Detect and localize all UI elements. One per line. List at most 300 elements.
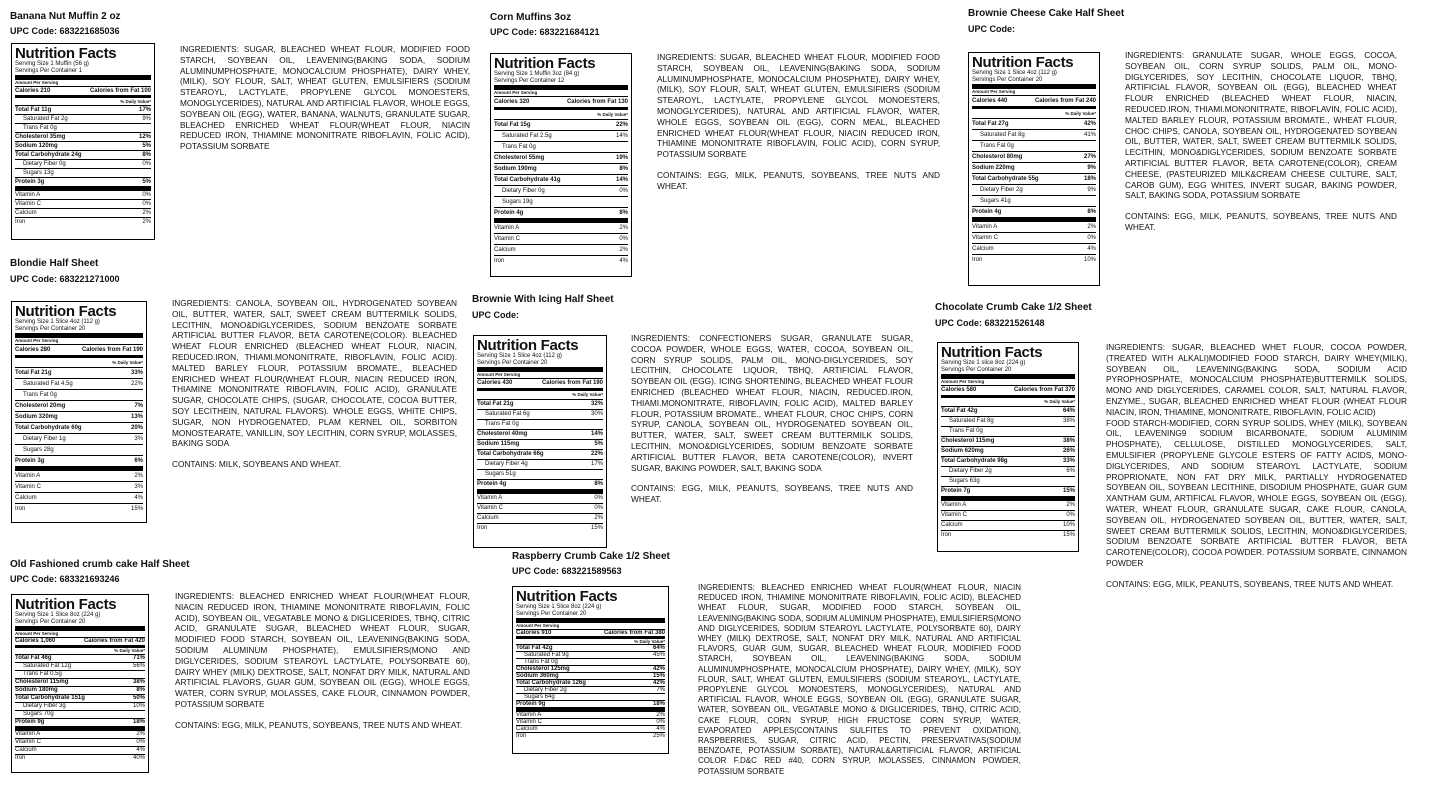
- nutrient-dv: 14%: [615, 133, 628, 139]
- calories-from-fat: Calories from Fat 190: [81, 347, 143, 353]
- nutrient-name: Total Fat 42g: [941, 408, 978, 414]
- nutrient-row: [494, 196, 628, 207]
- nutrient-name: Protein 7g: [941, 488, 971, 494]
- daily-value-label: % Daily Value*: [114, 648, 145, 653]
- nutrient-row: [494, 207, 628, 218]
- nutrient-name: Total Carbohydrate 98g: [941, 458, 1008, 464]
- upc-code: UPC Code:: [968, 24, 1015, 34]
- nutrient-name: Trans Fat 0g: [23, 392, 57, 398]
- nutrient-name: Vitamin A: [494, 225, 520, 231]
- nutrient-dv: 8%: [136, 687, 145, 693]
- nutrient-row: [15, 208, 151, 217]
- nutrient-row: [516, 686, 665, 693]
- nutrition-facts-panel: [490, 53, 632, 277]
- nutrient-name: Cholesterol 40mg: [477, 431, 528, 437]
- nutrient-name: Vitamin C: [494, 236, 520, 242]
- calories-row: [941, 385, 1075, 395]
- nutrient-row: [15, 738, 145, 746]
- nutrient-name: Total Fat 27g: [972, 121, 1009, 127]
- nutrient-name: Iron: [15, 755, 26, 761]
- amount-label: Amount Per Serving: [15, 80, 59, 85]
- calories-row: [494, 96, 628, 107]
- nutrient-name: Sodium 360mg: [516, 673, 559, 679]
- nutrient-name: Total Carbohydrate 24g: [15, 152, 82, 158]
- upc-code: UPC Code:: [472, 310, 519, 320]
- serving-size: Serving Size 1 slice 8oz (224 g): [941, 360, 1026, 366]
- nutrient-name: Total Fat 11g: [15, 107, 52, 113]
- nutrient-name: Protein 4g: [494, 210, 524, 216]
- nutrient-dv: 22%: [615, 122, 628, 128]
- nutrient-name: Dietary Fiber 4g: [485, 461, 528, 467]
- nutrition-facts-heading: Nutrition Facts: [972, 54, 1074, 71]
- nutrition-facts-panel: [11, 43, 155, 240]
- nutrient-row: [15, 141, 151, 150]
- nutrient-name: Calcium: [516, 726, 538, 732]
- nutrient-row: [477, 503, 603, 513]
- nutrient-dv: 40%: [132, 755, 145, 761]
- nutrient-name: Iron: [972, 257, 983, 263]
- ingredients-text: [1106, 342, 1407, 600]
- upc-code: UPC Code: 683321693246: [10, 574, 120, 584]
- nutrient-name: Total Fat 21g: [15, 370, 52, 376]
- nutrient-row: [494, 163, 628, 174]
- servings-per-container: Servings Per Container 20: [941, 367, 1012, 373]
- nutrient-dv: 18%: [652, 701, 665, 707]
- amount-per-serving: [941, 374, 1075, 385]
- nutrient-name: Total Fat 42g: [516, 645, 553, 651]
- serving-size: Serving Size 1 Slice 4oz (112 g): [15, 319, 100, 325]
- nutrient-name: Vitamin A: [15, 731, 41, 737]
- daily-value-header: [15, 95, 151, 105]
- nutrient-row: [15, 123, 151, 132]
- nutrient-dv: 9%: [1087, 187, 1096, 193]
- nutrient-name: Cholesterol 35mg: [15, 134, 66, 140]
- nutrient-row: [516, 665, 665, 672]
- nutrient-row: [477, 479, 603, 489]
- nutrient-name: Sodium 190mg: [494, 166, 537, 172]
- nutrient-row: [15, 389, 143, 400]
- nutrition-facts-heading: Nutrition Facts: [15, 45, 117, 62]
- nutrient-row: [15, 105, 151, 114]
- upc-code: UPC Code: 683221589563: [512, 566, 622, 576]
- nutrient-dv: 14%: [615, 177, 628, 183]
- nutrient-row: [15, 217, 151, 226]
- nutrient-name: Total Carbohydrate 41g: [494, 177, 561, 183]
- nutrient-dv: 14%: [590, 431, 603, 437]
- nutrient-row: [477, 429, 603, 439]
- nutrient-name: Trans Fat 0g: [980, 143, 1014, 149]
- amount-label: Amount Per Serving: [941, 379, 985, 384]
- servings-per-container: Servings Per Container 12: [494, 78, 565, 84]
- nutrient-name: Saturated Fat 2.5g: [502, 133, 552, 139]
- nutrient-name: Sodium 120mg: [15, 143, 58, 149]
- nutrition-facts-panel: [11, 301, 147, 523]
- nutrient-dv: 25%: [652, 733, 665, 739]
- daily-value-header: [477, 388, 603, 399]
- nutrient-name: Vitamin C: [15, 484, 41, 490]
- product-title: Banana Nut Muffin 2 oz: [10, 11, 121, 22]
- nutrient-row: [494, 130, 628, 141]
- serving-size: Serving Size 1 Slice 8oz (224 g): [516, 604, 602, 610]
- nutrient-name: Vitamin A: [477, 495, 503, 501]
- nutrient-dv: 6%: [1066, 468, 1075, 474]
- nutrient-dv: 38%: [1062, 438, 1075, 444]
- nutrient-row: [941, 486, 1075, 496]
- calories-from-fat: Calories from Fat 380: [603, 630, 665, 636]
- nutrient-dv: 18%: [132, 719, 145, 725]
- nutrient-dv: 2%: [1087, 224, 1096, 230]
- calories: Calories 910: [516, 630, 552, 636]
- nutrient-row: [494, 244, 628, 255]
- nutrient-row: [15, 132, 151, 141]
- nutrient-dv: 64%: [652, 645, 665, 651]
- nutrition-facts-panel: [473, 335, 607, 548]
- nutrient-row: [941, 436, 1075, 446]
- amount-label: Amount Per Serving: [516, 623, 560, 628]
- nutrient-name: Saturated Fat 8g: [949, 418, 994, 424]
- nutrient-row: [15, 444, 143, 455]
- nutrient-name: Calcium: [941, 522, 963, 528]
- contains-allergens: CONTAINS: MILK, SOYBEANS AND WHEAT.: [172, 459, 341, 470]
- nutrient-row: [15, 150, 151, 159]
- nutrient-dv: 64%: [1062, 408, 1075, 414]
- nutrient-dv: 33%: [1062, 458, 1075, 464]
- nutrient-name: Cholesterol 125mg: [516, 666, 570, 672]
- nutrient-dv: 6%: [134, 458, 143, 464]
- nutrient-dv: 8%: [594, 481, 603, 487]
- nutrient-dv: 15%: [130, 506, 143, 512]
- calories-from-fat: Calories from Fat 130: [566, 99, 628, 105]
- contains-allergens: CONTAINS: EGG, MILK, PEANUTS, SOYBEANS, TREE NUTS AND WHEAT.: [175, 719, 463, 730]
- nutrient-name: Trans Fat 0g: [485, 421, 519, 427]
- nutrient-dv: 2%: [134, 473, 143, 479]
- product-title: Old Fashioned crumb cake Half Sheet: [10, 559, 190, 570]
- nutrient-row: [516, 700, 665, 707]
- servings-per-container: Servings Per Container 20: [972, 77, 1043, 83]
- product-title: Corn Muffins 3oz: [490, 12, 572, 23]
- nutrient-row: [494, 152, 628, 163]
- nutrient-dv: 26%: [1062, 448, 1075, 454]
- nutrient-dv: 2%: [656, 712, 665, 718]
- nutrient-name: Cholesterol 55mg: [494, 155, 545, 161]
- nutrient-name: Sugars 13g: [23, 170, 54, 176]
- nutrient-dv: 3%: [134, 436, 143, 442]
- nutrition-facts-heading: Nutrition Facts: [516, 588, 618, 605]
- calories: Calories 320: [494, 99, 530, 105]
- nutrient-row: [972, 217, 1096, 232]
- nutrient-row: [516, 672, 665, 679]
- nutrient-dv: 0%: [619, 188, 628, 194]
- amount-per-serving: [494, 85, 628, 96]
- nutrition-facts-heading: Nutrition Facts: [15, 596, 117, 613]
- nutrient-name: Protein 9g: [516, 701, 546, 707]
- nutrient-name: Dietary Fiber 0g: [502, 188, 545, 194]
- product-title: Brownie With Icing Half Sheet: [472, 294, 614, 305]
- nutrient-name: Sodium 115mg: [477, 441, 520, 447]
- nutrient-dv: 15%: [1062, 488, 1075, 494]
- nutrient-row: [477, 469, 603, 479]
- nutrient-row: [972, 184, 1096, 195]
- nutrient-dv: 42%: [1083, 121, 1096, 127]
- nutrient-dv: 8%: [619, 166, 628, 172]
- nutrient-row: [15, 378, 143, 389]
- nutrient-dv: 8%: [1087, 209, 1096, 215]
- nutrient-name: Total Carbohydrate 66g: [477, 451, 544, 457]
- nutrient-dv: 50%: [132, 695, 145, 701]
- nutrient-name: Calcium: [494, 247, 516, 253]
- nutrient-name: Iron: [15, 219, 26, 225]
- calories: Calories 580: [941, 387, 977, 393]
- nutrient-row: [15, 481, 143, 492]
- daily-value-label: % Daily Value*: [112, 360, 143, 365]
- ingredients: INGREDIENTS: CANOLA, SOYBEAN OIL, HYDROGENATED SOYBEAN OIL, BUTTER, WATER, SALT, SWEET CREAM BUTTERMILK SOLIDS, LECITHIN, MONO&DIGLYCERIDES, SODIUM BENZOATE SORBATE ARTIFICIAL BUTTER FLAVOR, BETA CAROTENE(COLOR). BLEACHED WHEAT FLOUR ENRICHED (BLEACHED WHEAT FLOUR, NIACIN, REDUCED.IRON, THIAMI.MONONITRATE, RIBOFLAVIN, FOLIC ACID). MALTED BARLEY FLOUR, POTASSIUM BROMATE., BLEACHED ENRICHED WHEAT FLOUR(WHEAT FLOUR, NIACIN REDUCED IRON, THIAMINE MONONITRATE RIBOFLAVIN, FOLIC ACID), GRANULATE SUGAR, CHOCOLATE CHIPS, (SUGAR, CHOCOLATE, COCOA BUTTER, SOY LECITHEIN, NATURAL FLAVORS). WHOLE EGGS, WHITE CHIPS, SUGAR, NON HYDROGENATED, PLAM KERNEL OIL, SORBITON MONOSTEARATE, VANILLIN, SOY LECITHIN, CORN SYRUP, MOLASSES, BAKING SODA: [172, 298, 457, 449]
- nutrient-row: [941, 466, 1075, 476]
- daily-value-header: [972, 106, 1096, 118]
- nutrient-dv: 22%: [590, 451, 603, 457]
- nutrient-row: [15, 186, 151, 199]
- nutrient-row: [516, 718, 665, 725]
- ingredients: INGREDIENTS: BLEACHED ENRICHED WHEAT FLOUR(WHEAT FLOUR, NIACIN REDUCED IRON, THIAMINE MONONITRATE RIBOFLAVIN, FOLIC ACID), SOYBEAN OIL, VEGATABLE MONO & DIGLICERIDES, TBHQ, CITRIC ACID, GRANULATE SUGAR, BLEACHED WHEAT FLOUR, SUGAR, MODIFIED FOOD STARCH, SOYBEAN OIL, LEAVENING(BAKING SODA, SODIUM ALUMINUM PHOSPHATE), EMULSIFIERS(MONO AND DIGLYCERIDES, SODIUM STEAROYL LACTYLATE, POLYSORBATE 60), DAIRY WHEY (MILK) DEXTROSE, SALT, NONFAT DRY MILK, NATURAL AND ARTIFICIAL FLAVORS, GUAR GUM, SOYBEAN OIL (EGG), WHOLE EGGS, WATER, CORN SYRUP, MOLASSES, CAKE FLOUR, CINNAMON POWDER, POTASSIUM SORBATE: [175, 591, 470, 709]
- nutrient-row: [972, 173, 1096, 184]
- nutrient-dv: 18%: [1083, 176, 1096, 182]
- ingredients: INGREDIENTS: SUGAR, BLEACHED WHEAT FLOUR, MODIFIED FOOD STARCH, SOYBEAN OIL, LEAVENING(BAKING SODA, SODIUM ALUMINUMPHOSPHATE, MONOCALCIUM PHOSPHATE), DAIRY WHEY, (MILK), SOY FLOUR, SALT, WHEAT GLUTEN, EMULSIFIERS (SODIUM STEAROYL, LACTYLATE, PROPYLENE GLYCOL MONOESTERS, MONOGLYCERIDES), NATURAL AND ARTIFICIAL FLAVOR, WHOLE EGGS, SOYBEAN OIL (EGG), WATER, BANANA, WALNUTS, GRANULATE SUGAR, BLEACHED ENRICHED WHEAT FLOUR(WHEAT FLOUR, NIACIN REDUCED IRON, THIAMINE MONONITRATE RIBOFLAVIN, FOLIC ACID), POTASSIUM SORBATE: [180, 44, 470, 152]
- servings-per-container: Servings Per Container 20: [477, 360, 548, 366]
- contains-allergens: CONTAINS: EGG, MILK, PEANUTS, SOYBEANS, TREE NUTS AND WHEAT.: [1125, 211, 1397, 232]
- nutrient-name: Protein 9g: [15, 719, 45, 725]
- serving-size: Serving Size 1 Slice 4oz (112 g): [972, 70, 1057, 76]
- calories-from-fat: Calories from Fat 100: [89, 88, 151, 94]
- nutrient-name: Total Carbohydrate 151g: [15, 695, 85, 701]
- calories-from-fat: Calories from Fat 190: [541, 380, 603, 386]
- nutrient-dv: 0%: [1087, 235, 1096, 241]
- nutrient-name: Sugars 41g: [980, 198, 1011, 204]
- nutrient-name: Saturated Fat 6g: [485, 411, 530, 417]
- contains-allergens: CONTAINS: EGG, MILK, PEANUTS, SOYBEANS, TREE NUTS AND WHEAT.: [657, 169, 940, 191]
- servings-per-container: Servings Per Container 20: [15, 326, 86, 332]
- amount-per-serving: [15, 626, 145, 637]
- nutrient-name: Sugars 19g: [502, 199, 533, 205]
- nutrient-dv: 0%: [136, 739, 145, 745]
- calories: Calories 440: [972, 98, 1008, 104]
- nutrient-name: Saturated Fat 12g: [23, 663, 72, 669]
- amount-label: Amount Per Serving: [494, 90, 538, 95]
- nutrient-name: Iron: [15, 506, 26, 512]
- nutrient-dv: 41%: [1083, 132, 1096, 138]
- nutrition-facts-heading: Nutrition Facts: [941, 344, 1043, 361]
- serving-size: Serving Size 1 Muffin 3oz (84 g): [494, 71, 580, 77]
- amount-per-serving: [516, 618, 665, 629]
- nutrient-dv: 4%: [1087, 246, 1096, 252]
- nutrient-name: Vitamin A: [15, 473, 41, 479]
- nutrient-dv: 0%: [1066, 512, 1075, 518]
- nutrient-dv: 15%: [1062, 532, 1075, 538]
- nutrient-row: [15, 177, 151, 186]
- nutrient-dv: 0%: [142, 201, 151, 207]
- nutrient-dv: 4%: [134, 495, 143, 501]
- nutrient-row: [972, 118, 1096, 129]
- nutrient-row: [15, 670, 145, 678]
- nutrient-name: Iron: [494, 258, 505, 264]
- nutrient-row: [15, 466, 143, 481]
- ingredients-text: [698, 583, 1021, 787]
- amount-per-serving: [477, 367, 603, 378]
- nutrient-name: Protein 4g: [972, 209, 1002, 215]
- contains-allergens: CONTAINS: EGG, MILK, PEANUTS, SOYBEANS, TREE NUTS AND WHEAT.: [631, 483, 913, 505]
- daily-value-label: % Daily Value*: [120, 99, 151, 104]
- serving-size: Serving Size 1 Muffin (56 g): [15, 61, 89, 67]
- calories: Calories 210: [15, 88, 51, 94]
- nutrient-dv: 2%: [136, 731, 145, 737]
- nutrient-dv: 0%: [142, 161, 151, 167]
- upc-code: UPC Code: 683221271000: [10, 274, 120, 284]
- ingredients: INGREDIENTS: SUGAR, BLEACHED WHET FLOUR, COCOA POWDER, (TREATED WITH ALKALI)MODIFIED FOOD STARCH, DAIRY WHEY(MILK), SOYBEAN OIL, LEAVENING(BAKING SODA, SODIUM ACID PYROPHOSPHATE, MONOCALCIUM PHOSPHATE)BUTTERMILK SOLIDS, MONO AND DIGLYCERIDES, CARAMEL COLOR, SALT, NATURAL FLAVOR, ENZYME., SUGAR, BLEACHED ENRICHED WHEAT FLOUR (WHEAT FLOUR NIACIN, IRON, THIAMINE, MONONITRATE, RIBOFLAVIN, FOLIC ACID): [1106, 342, 1407, 417]
- nutrient-name: Cholesterol 80mg: [972, 154, 1023, 160]
- ingredients-text: [180, 44, 470, 162]
- calories-row: [972, 95, 1096, 106]
- calories-from-fat: Calories from Fat 370: [1013, 387, 1075, 393]
- daily-value-header: [941, 395, 1075, 406]
- nutrient-name: Trans Fat 0g: [949, 428, 983, 434]
- nutrient-dv: 3%: [134, 484, 143, 490]
- nutrient-dv: 8%: [619, 210, 628, 216]
- ingredients: INGREDIENTS: SUGAR, BLEACHED WHEAT FLOUR, MODIFIED FOOD STARCH, SOYBEAN OIL, LEAVENING(BAKING SODA, SODIUM ALUMINUMPHOSPHATE, MONOCALCIUM PHOSPHATE), DAIRY WHEY, (MILK), SOY FLOUR, SALT, WHEAT GLUTEN, EMULSIFIERS (SODIUM STEAROYL, LACTYLATE, PROPYLENE GLYCOL MONOESTERS, MONOGLYCERIDES), NATURAL AND ARTIFICIAL FLAVOR, WATER, WHOLE EGGS, SOYBEAN OIL (EGG), CORN MEAL, BLEACHED ENRICHED WHEAT FLOUR(WHEAT FLOUR, NIACIN REDUCED IRON, THIAMINE MONONITRATE RIBOFLAVIN, FOLIC ACID), CORN SYRUP, POTASSIUM SORBATE: [657, 52, 940, 160]
- nutrient-row: [941, 510, 1075, 520]
- calories: Calories 1,060: [15, 638, 56, 644]
- nutrient-dv: 17%: [138, 107, 151, 113]
- daily-value-label: % Daily Value*: [597, 112, 628, 117]
- nutrient-row: [941, 446, 1075, 456]
- nutrient-name: Saturated Fat 4.5g: [23, 381, 73, 387]
- nutrient-name: Saturated Fat 8g: [980, 132, 1025, 138]
- nutrient-name: Saturated Fat 2g: [23, 116, 68, 122]
- nutrient-name: Calcium: [15, 210, 37, 216]
- nutrient-name: Protein 3g: [15, 179, 45, 185]
- nutrient-row: [941, 456, 1075, 466]
- nutrient-dv: 0%: [594, 495, 603, 501]
- nutrient-name: Sodium 620mg: [941, 448, 984, 454]
- nutrient-name: Dietary Fiber 0g: [23, 161, 66, 167]
- calories-row: [15, 637, 145, 645]
- nutrient-row: [972, 129, 1096, 140]
- calories-row: [15, 344, 143, 355]
- nutrient-name: Vitamin C: [516, 719, 542, 725]
- nutrient-name: Dietary Fiber 1g: [23, 436, 66, 442]
- nutrient-name: Total Fat 15g: [494, 122, 531, 128]
- nutrient-dv: 15%: [590, 525, 603, 531]
- nutrient-dv: 9%: [1087, 165, 1096, 171]
- nutrient-dv: 19%: [615, 155, 628, 161]
- nutrient-row: [494, 218, 628, 233]
- amount-label: Amount Per Serving: [477, 372, 521, 377]
- nutrient-dv: 9%: [142, 116, 151, 122]
- servings-per-container: Servings Per Container 20: [516, 611, 587, 617]
- nutrient-name: Dietary Fiber 2g: [949, 468, 992, 474]
- nutrient-row: [15, 678, 145, 686]
- nutrient-name: Iron: [516, 733, 527, 739]
- nutrient-row: [477, 399, 603, 409]
- ingredients-continued: FOOD STARCH-MODIFIED, CORN SYRUP SOLIDS, WHEY (MILK), SOYBEAN OIL, LEAVENING9 SODIUM BICARBONATE, SODIUM ALUMINIM PHOSPHATE), CELLULOSE, DISTILLED MONOGLYCERIDES, SALT, EMULSIFIER (PROPYLENE GLYCOLE ESTERS OF FATTY ACIDS, MONO-DIGLYCERIDES, AND SODIUM STEAROYL LACTYLATE, SODIUM PROPRIONATE, NON FAT DRY MILK, PARTIALLY HYDROGENATED SOYBEAN OIL, SOYBEAN LECITHINE, DISODIUM PHOSPHATE, GUAR GUM XANTHAM GUM, ARTIFICAL FLAVOR, WHOLE EGGS, SOYBEAN OIL (EGG), WATER, WHEAT FLOUR, GRANULATE SUGAR, CAKE FLOUR, CANOLA, SOYBEAN OIL, HYDROGENATED SOYBEAN OIL, BUTTER, WATER, SALT, SWEET CREAM BUTTERMILK SOLIDS, LECITHIN, MONO&DIGLYCERIDES, SODIUM BENZOATE SORBATE ARTIFICIAL BUTTER FLAVOR, BETA CAROTENE(COLOR), COCOA POWDER. POTASSIUM SORBATE, CINNAMON POWDER: [1106, 417, 1407, 568]
- nutrient-name: Cholesterol 20mg: [15, 403, 66, 409]
- product-title: Chocolate Crumb Cake 1/2 Sheet: [935, 302, 1092, 313]
- nutrient-name: Sodium 220mg: [972, 165, 1015, 171]
- nutrient-row: [15, 492, 143, 503]
- upc-code: UPC Code: 683221526148: [935, 318, 1045, 328]
- nutrient-row: [15, 411, 143, 422]
- nutrient-row: [15, 654, 145, 662]
- ingredients-text: [631, 333, 913, 515]
- nutrient-row: [477, 419, 603, 429]
- nutrient-dv: 2%: [142, 210, 151, 216]
- nutrient-name: Calcium: [15, 495, 37, 501]
- nutrient-name: Total Fat 46g: [15, 655, 52, 661]
- nutrition-facts-panel: [11, 594, 149, 773]
- nutrient-row: [941, 520, 1075, 530]
- nutrient-row: [15, 503, 143, 514]
- nutrient-name: Total Fat 21g: [477, 401, 514, 407]
- calories-from-fat: Calories from Fat 240: [1034, 98, 1096, 104]
- nutrient-dv: 4%: [136, 747, 145, 753]
- nutrient-dv: 13%: [130, 414, 143, 420]
- nutrient-dv: 7%: [134, 403, 143, 409]
- nutrient-dv: 4%: [619, 258, 628, 264]
- nutrient-row: [516, 693, 665, 700]
- nutrient-name: Dietary Fiber 2g: [524, 687, 567, 693]
- nutrient-dv: 8%: [142, 152, 151, 158]
- nutrient-name: Vitamin A: [516, 712, 542, 718]
- nutrition-facts-panel: [968, 52, 1100, 286]
- nutrient-row: [494, 119, 628, 130]
- nutrient-name: Trans Fat 0.5g: [23, 671, 62, 677]
- nutrient-row: [972, 162, 1096, 173]
- ingredients: INGREDIENTS: CONFECTIONERS SUGAR, GRANULATE SUGAR, COCOA POWDER, WHOLE EGGS, WATER, COCOA, SOYBEAN OIL, CORN SYRUP SOLIDS, PALM OIL, MONO-DIGLYCERIDES, SOY LECITHIN, CHOCOLATE LIQUOR, TBHQ, ARTIFICIAL FLAVOR, SOYBEAN OIL (EGG). ICING SHORTENING, BLEACHED WHEAT FLOUR ENRICHED (BLEACHED WHEAT FLOUR, NIACIN, REDUCED.IRON, THIAMI.MONONITRATE, RIBOFLAVIN, FOLIC ACID), MALTED BARLEY FLOUR, POTASSIUM BROMATE., WHEAT FLOUR, CHOC CHIPS, CORN SYRUP, CANOLA, SOYBEAN OIL, HYDROGENATED SOYBEAN OIL, BUTTER, WATER, SALT, SWEET CREAM BUTTERMILK SOLIDS, LECITHIN, MONO&DIGLYCERIDES, SODIUM BENZOATE SORBATE ARTIFICIAL BUTTER FLAVOR, BETA CAROTENE(COLOR), INVERT SUGAR, BAKING POWDER, SALT, BAKING SODA: [631, 333, 913, 473]
- ingredients: INGREDIENTS: BLEACHED ENRICHED WHEAT FLOUR(WHEAT FLOUR, NIACIN REDUCED IRON, THIAMINE MONONITRATE RIBOFLAVIN, FOLIC ACID), BLEACHED WHEAT FLOUR, SUGAR, MODIFIED FOOD STARCH, SOYBEAN OIL, LEAVENING(BAKING SODA, SODIUM ALUMINUM PHOSPHATE), EMULSIFIERS(MONO AND DIGLYCERIDES, SODIUM STEAROYL LACTYLATE, POLYSORBATE 60), DAIRY WHEY (MILK) DEXTROSE, SALT, NONFAT DRY MILK, NATURAL AND ARTIFICIAL FLAVORS, GUAR GUM, SUGAR, BLEACHED WHEAT FLOUR, MODIFIED FOOD STARCH, SOYBEAN OIL, LEAVENING(BAKING SODA, SODIUM ALUMINUMPHOSPHATE, MONOCALCIUM PHOSPHATE), DAIRY WHEY, (MILK), SOY FLOUR, SALT, WHEAT GLUTEN, EMULSIFIERS (SODIUM STEAROYL, LACTYLATE, PROPYLENE GLYCOL MONOESTERS, MONOGLYCERIDES), NATURAL AND ARTIFICIAL FLAVOR, WHOLE EGGS, SOYBEAN OIL (EGG), GRANULATE SUGAR, WATER, SOYBEAN OIL, VEGATABLE MONO & DIGLICERIDES, TBHQ, CITRIC ACID, CAKE FLOUR, CORN SYRUP, HIGH FRUCTOSE CORN SYRUP, WATER, EVAPORATED APPLES(CONTAINS SULFITES TO PREVENT OXIDATION), RASPBERRIES, SUGAR, CITRIC ACID, PECTIN, PRESERVATIVAS(SODIUM BENZOATE, POTASSIUM SORBATE), NATURAL&ARTIFICIAL FLAVOR, ARTIFICIAL COLOR F.D&C RED #40, CORN SYRUP, MOLASSES, CINNAMON POWDER, POTASSIUM SORBATE: [698, 583, 1021, 776]
- daily-value-label: % Daily Value*: [1044, 399, 1075, 404]
- nutrient-row: [15, 710, 145, 718]
- nutrient-dv: 2%: [594, 515, 603, 521]
- nutrient-dv: 71%: [132, 655, 145, 661]
- calories-row: [15, 86, 151, 95]
- nutrient-row: [477, 513, 603, 523]
- nutrient-row: [972, 195, 1096, 206]
- nutrition-facts-heading: Nutrition Facts: [477, 337, 579, 354]
- amount-label: Amount Per Serving: [972, 89, 1016, 94]
- nutrient-row: [15, 433, 143, 444]
- nutrient-name: Trans Fat 0g: [524, 659, 558, 665]
- nutrition-facts-heading: Nutrition Facts: [494, 55, 596, 72]
- nutrient-dv: 0%: [619, 236, 628, 242]
- nutrient-row: [477, 489, 603, 503]
- daily-value-header: [516, 636, 665, 644]
- nutrient-row: [15, 168, 151, 177]
- daily-value-label: % Daily Value*: [634, 639, 665, 644]
- nutrient-name: Sodium 180mg: [15, 687, 58, 693]
- nutrient-row: [516, 658, 665, 665]
- nutrient-row: [494, 174, 628, 185]
- nutrient-row: [972, 140, 1096, 151]
- ingredients: INGREDIENTS: GRANULATE SUGAR, WHOLE EGGS, COCOA, SOYBEAN OIL, CORN SYRUP SOLIDS, PALM OIL, MONO-DIGLYCERIDES, SOY LECITHIN, CHOCOLATE LIQUOR, TBHQ, ARTIFICIAL FLAVOR, SOYBEAN OIL (EGG), BLEACHED WHEAT FLOUR ENRICHED (BLEACHED WHEAT FLOUR, NIACIN, REDUCED.IRON, THIAMI.MONONITRATE, RIBOFLAVIN, FOLIC ACID), MALTED BARLEY FLOUR, POTASSIUM BROMATE., WHEAT FLOUR, CHOC CHIPS, CANOLA, SOYBEAN OIL, HYDROGENATED SOYBEAN OIL, BUTTER, WATER, SALT, SWEET CREAM BUTTERMILK SOLIDS, LECITHIN, MONO&DIGLYCERIDES, SODIUM BENZOATE SORBATE ARTIFICIAL BUTTER FLAVOR, BETA CAROTENE(COLOR), CREAM CHEESE, (PASTEURIZED MILK&CREAM CHEESE CULTURE, SALT, CAROB GUM), EGG WHITES, INVERT SUGAR, BAKING POWDER, SALT, BAKING SODA, POTASSIUM SORBATE: [1125, 50, 1397, 201]
- ingredients-text: [657, 52, 940, 202]
- nutrient-name: Dietary Fiber 2g: [980, 187, 1023, 193]
- nutrient-row: [15, 718, 145, 726]
- nutrient-name: Total Carbohydrate 126g: [516, 680, 586, 686]
- nutrient-name: Iron: [941, 532, 952, 538]
- amount-per-serving: [15, 333, 143, 344]
- nutrient-row: [494, 185, 628, 196]
- nutrient-row: [972, 151, 1096, 162]
- calories-from-fat: Calories from Fat 420: [83, 638, 145, 644]
- nutrient-row: [15, 662, 145, 670]
- nutrient-row: [15, 726, 145, 738]
